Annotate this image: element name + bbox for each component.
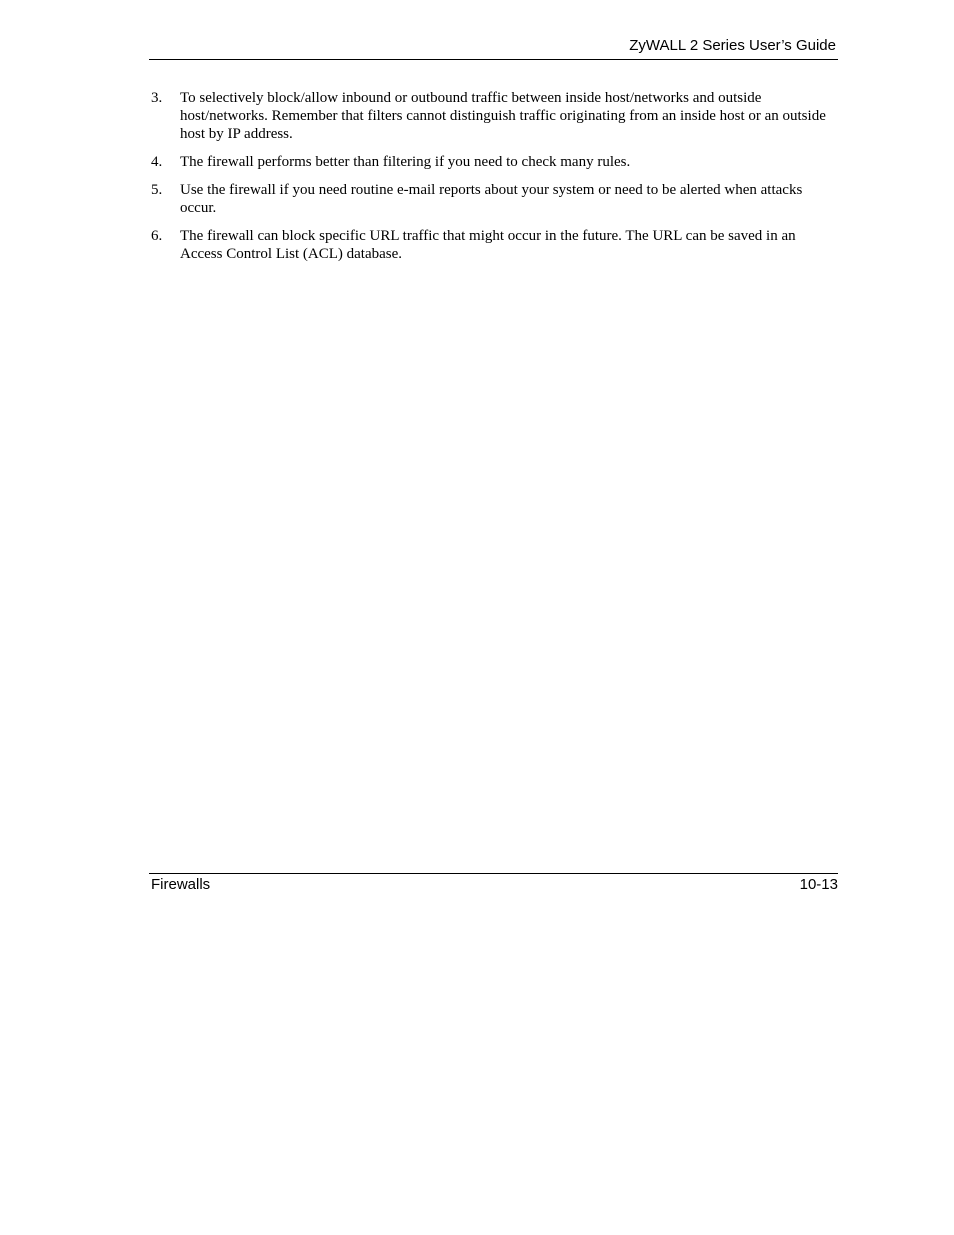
list-item-text: The firewall can block specific URL traffic that might occur in the future. The URL can be saved in an Access Control List (ACL) database. [180, 228, 796, 262]
list-item [151, 89, 837, 143]
list-item [151, 227, 837, 263]
page-footer [149, 873, 838, 896]
page-header [149, 36, 838, 60]
list-item-text: To selectively block/allow inbound or outbound traffic between inside host/networks and outside host/networks. Remember that filters cannot distinguish traffic originating from an inside host or an outside host by IP address. [180, 90, 826, 142]
list-item-number: 6. [151, 228, 163, 244]
page-number: 10-13 [799, 876, 838, 893]
numbered-list [151, 89, 837, 273]
section-name: Firewalls [151, 876, 211, 893]
list-item [151, 181, 837, 217]
list-item-number: 5. [151, 182, 163, 198]
list-item-text: Use the firewall if you need routine e-mail reports about your system or need to be alerted when attacks occur. [180, 182, 803, 216]
list-item [151, 153, 837, 171]
list-item-text: The firewall performs better than filtering if you need to check many rules. [180, 154, 631, 170]
list-item-number: 3. [151, 90, 163, 106]
list-item-number: 4. [151, 154, 163, 170]
guide-title: ZyWALL 2 Series User’s Guide [629, 37, 836, 54]
